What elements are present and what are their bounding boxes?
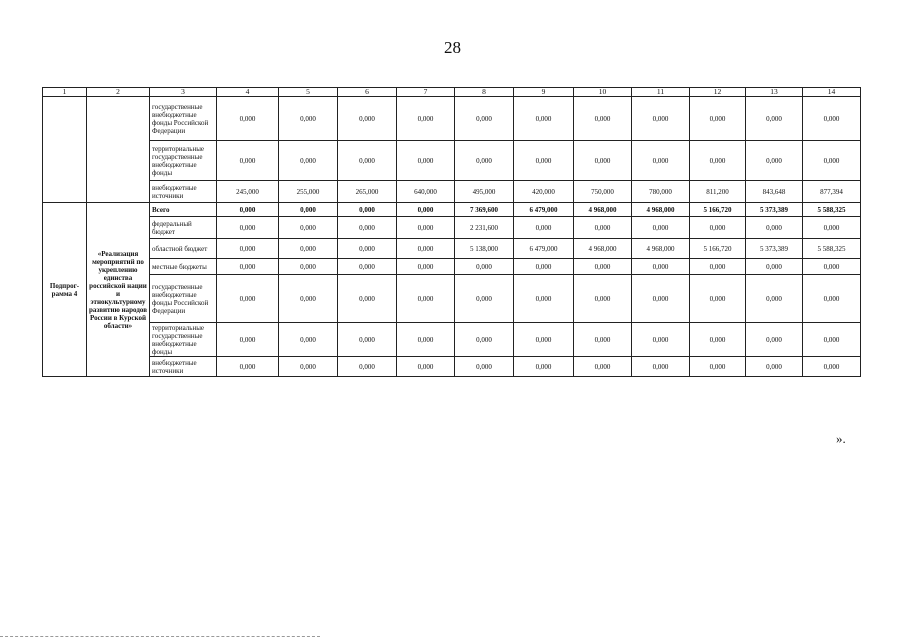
value-cell: 6 479,000	[514, 239, 574, 259]
value-cell: 0,000	[746, 259, 803, 275]
value-cell: 0,000	[338, 259, 397, 275]
value-cell: 0,000	[279, 323, 338, 357]
value-cell: 0,000	[279, 239, 338, 259]
value-cell: 877,394	[803, 181, 861, 203]
value-cell: 5 166,720	[690, 239, 746, 259]
funding-source-cell: областной бюджет	[150, 239, 217, 259]
page-number: 28	[444, 38, 461, 57]
value-cell: 0,000	[455, 141, 514, 181]
value-cell: 0,000	[279, 275, 338, 323]
value-cell: 0,000	[279, 217, 338, 239]
value-cell: 0,000	[217, 323, 279, 357]
value-cell: 640,000	[397, 181, 455, 203]
value-cell: 0,000	[514, 357, 574, 377]
value-cell: 0,000	[632, 141, 690, 181]
funding-source-cell: внебюджетные источники	[150, 181, 217, 203]
value-cell: 0,000	[803, 217, 861, 239]
closing-quote-mark: ».	[836, 431, 846, 446]
value-cell: 0,000	[690, 259, 746, 275]
header-cell: 11	[632, 88, 690, 97]
scan-artifact-line	[0, 636, 320, 638]
value-cell: 0,000	[690, 97, 746, 141]
table-row	[43, 275, 861, 323]
value-cell: 7 369,600	[455, 203, 514, 217]
table-row	[43, 357, 861, 377]
value-cell: 0,000	[217, 275, 279, 323]
value-cell: 0,000	[632, 275, 690, 323]
value-cell: 0,000	[455, 259, 514, 275]
value-cell: 780,000	[632, 181, 690, 203]
value-cell: 0,000	[217, 141, 279, 181]
value-cell: 0,000	[632, 97, 690, 141]
value-cell: 495,000	[455, 181, 514, 203]
value-cell: 0,000	[746, 357, 803, 377]
header-row	[43, 88, 861, 97]
value-cell: 0,000	[217, 239, 279, 259]
header-cell: 3	[150, 88, 217, 97]
value-cell: 0,000	[338, 203, 397, 217]
value-cell: 0,000	[514, 97, 574, 141]
value-cell: 265,000	[338, 181, 397, 203]
value-cell: 0,000	[338, 97, 397, 141]
header-cell: 10	[574, 88, 632, 97]
value-cell: 0,000	[746, 141, 803, 181]
value-cell: 0,000	[746, 217, 803, 239]
table-row	[43, 239, 861, 259]
funding-source-cell: внебюджетные источники	[150, 357, 217, 377]
value-cell: 0,000	[279, 97, 338, 141]
header-cell: 12	[690, 88, 746, 97]
header-cell: 6	[338, 88, 397, 97]
header-cell: 1	[43, 88, 87, 97]
value-cell: 5 373,389	[746, 239, 803, 259]
header-cell: 13	[746, 88, 803, 97]
value-cell: 0,000	[279, 357, 338, 377]
value-cell: 245,000	[217, 181, 279, 203]
value-cell: 0,000	[397, 203, 455, 217]
subprogram-label: Подпрог-рамма 4	[43, 203, 87, 377]
value-cell: 6 479,000	[514, 203, 574, 217]
table-row	[43, 203, 861, 217]
value-cell: 0,000	[338, 217, 397, 239]
value-cell: 420,000	[514, 181, 574, 203]
value-cell: 0,000	[574, 217, 632, 239]
empty-cell	[43, 97, 87, 203]
value-cell: 0,000	[217, 217, 279, 239]
value-cell: 2 231,600	[455, 217, 514, 239]
table-row	[43, 323, 861, 357]
value-cell: 0,000	[690, 357, 746, 377]
value-cell: 255,000	[279, 181, 338, 203]
value-cell: 0,000	[338, 239, 397, 259]
header-cell: 7	[397, 88, 455, 97]
value-cell: 0,000	[397, 217, 455, 239]
value-cell: 5 373,389	[746, 203, 803, 217]
funding-source-cell: территориальные государственные внебюджетные фонды	[150, 323, 217, 357]
header-cell: 4	[217, 88, 279, 97]
value-cell: 0,000	[514, 323, 574, 357]
value-cell: 0,000	[455, 275, 514, 323]
value-cell: 5 588,325	[803, 203, 861, 217]
value-cell: 0,000	[279, 259, 338, 275]
value-cell: 0,000	[803, 323, 861, 357]
value-cell: 0,000	[574, 323, 632, 357]
value-cell: 0,000	[455, 357, 514, 377]
value-cell: 0,000	[690, 275, 746, 323]
value-cell: 0,000	[803, 97, 861, 141]
value-cell: 4 968,000	[632, 203, 690, 217]
value-cell: 0,000	[397, 323, 455, 357]
header-cell: 8	[455, 88, 514, 97]
header-cell: 5	[279, 88, 338, 97]
value-cell: 0,000	[574, 275, 632, 323]
table-row	[43, 97, 861, 141]
value-cell: 0,000	[338, 275, 397, 323]
value-cell: 0,000	[397, 239, 455, 259]
subprogram-title: «Реализация мероприятий по укреплению единства российской нации и этнокультурному развитию народов России в Курской области»	[87, 203, 150, 377]
value-cell: 5 166,720	[690, 203, 746, 217]
header-cell: 14	[803, 88, 861, 97]
budget-table	[42, 87, 861, 377]
value-cell: 0,000	[746, 275, 803, 323]
value-cell: 0,000	[803, 275, 861, 323]
value-cell: 0,000	[397, 259, 455, 275]
value-cell: 0,000	[397, 97, 455, 141]
value-cell: 0,000	[514, 259, 574, 275]
funding-source-cell: государственные внебюджетные фонды Российской Федерации	[150, 97, 217, 141]
value-cell: 0,000	[397, 141, 455, 181]
value-cell: 0,000	[746, 97, 803, 141]
header-cell: 2	[87, 88, 150, 97]
value-cell: 0,000	[574, 259, 632, 275]
value-cell: 0,000	[217, 97, 279, 141]
value-cell: 4 968,000	[574, 203, 632, 217]
value-cell: 0,000	[455, 97, 514, 141]
table-body	[43, 88, 861, 377]
value-cell: 0,000	[690, 217, 746, 239]
header-cell: 9	[514, 88, 574, 97]
value-cell: 0,000	[803, 259, 861, 275]
value-cell: 5 588,325	[803, 239, 861, 259]
value-cell: 0,000	[690, 323, 746, 357]
value-cell: 0,000	[217, 203, 279, 217]
value-cell: 843,648	[746, 181, 803, 203]
value-cell: 4 968,000	[574, 239, 632, 259]
value-cell: 0,000	[574, 357, 632, 377]
value-cell: 0,000	[338, 357, 397, 377]
value-cell: 0,000	[455, 323, 514, 357]
value-cell: 0,000	[514, 217, 574, 239]
table-row	[43, 181, 861, 203]
value-cell: 0,000	[803, 357, 861, 377]
funding-source-cell: государственные внебюджетные фонды Российской Федерации	[150, 275, 217, 323]
funding-source-cell: Всего	[150, 203, 217, 217]
value-cell: 0,000	[632, 259, 690, 275]
funding-source-cell: территориальные государственные внебюджетные фонды	[150, 141, 217, 181]
value-cell: 0,000	[514, 141, 574, 181]
value-cell: 4 968,000	[632, 239, 690, 259]
value-cell: 0,000	[690, 141, 746, 181]
value-cell: 0,000	[279, 141, 338, 181]
value-cell: 0,000	[338, 323, 397, 357]
value-cell: 0,000	[397, 357, 455, 377]
value-cell: 5 138,000	[455, 239, 514, 259]
value-cell: 0,000	[514, 275, 574, 323]
value-cell: 811,200	[690, 181, 746, 203]
value-cell: 0,000	[338, 141, 397, 181]
value-cell: 0,000	[217, 357, 279, 377]
value-cell: 0,000	[574, 97, 632, 141]
table-row	[43, 217, 861, 239]
table-row	[43, 259, 861, 275]
value-cell: 0,000	[632, 357, 690, 377]
value-cell: 0,000	[746, 323, 803, 357]
funding-source-cell: местные бюджеты	[150, 259, 217, 275]
table-row	[43, 141, 861, 181]
funding-source-cell: федеральный бюджет	[150, 217, 217, 239]
empty-cell	[87, 97, 150, 203]
value-cell: 0,000	[632, 323, 690, 357]
value-cell: 750,000	[574, 181, 632, 203]
value-cell: 0,000	[632, 217, 690, 239]
value-cell: 0,000	[574, 141, 632, 181]
value-cell: 0,000	[279, 203, 338, 217]
value-cell: 0,000	[217, 259, 279, 275]
value-cell: 0,000	[803, 141, 861, 181]
value-cell: 0,000	[397, 275, 455, 323]
